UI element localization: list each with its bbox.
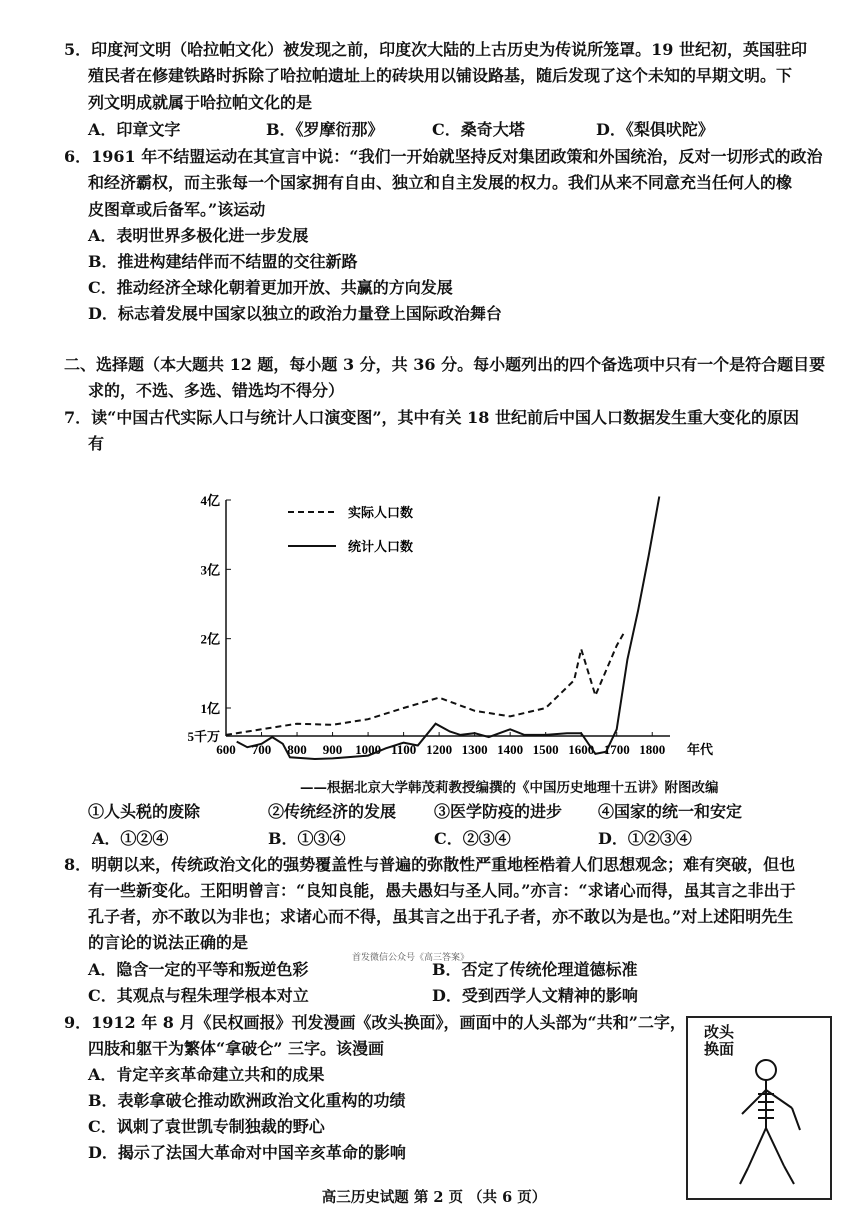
q7-stem-line-1: 7．读“中国古代实际人口与统计人口演变图”，其中有关 18 世纪前后中国人口数据发生重大变化的原因 — [64, 408, 799, 427]
q8-stem-line-2: 有一些新变化。王阳明曾言：“良知良能，愚夫愚妇与圣人同。”亦言：“求诸心而得，虽其言之非出于 — [88, 881, 796, 900]
x-tick-label: 1800 — [639, 742, 666, 757]
chart-source-note: ——根据北京大学韩茂莉教授编撰的《中国历史地理十五讲》附图改编 — [300, 780, 719, 796]
x-tick-label: 700 — [251, 742, 272, 757]
q9-option-c[interactable]: C．讽刺了袁世凯专制独裁的野心 — [88, 1117, 325, 1136]
q5-stem-line-2: 殖民者在修建铁路时拆除了哈拉帕遗址上的砖块用以铺设路基，随后发现了这个未知的早期文明。下 — [88, 66, 793, 85]
x-tick-label: 1700 — [603, 742, 630, 757]
x-tick-label: 1000 — [355, 742, 382, 757]
q7-item-2: ②传统经济的发展 — [268, 802, 397, 821]
q5-stem-line-3: 列文明成就属于哈拉帕文化的是 — [88, 93, 313, 112]
watermark-text: 首发微信公众号《高三答案》 — [352, 953, 470, 963]
q7-option-d[interactable]: D．①②③④ — [598, 829, 692, 848]
q7-item-4: ④国家的统一和安定 — [598, 802, 743, 821]
y-tick-label: 5千万 — [187, 729, 220, 744]
q9-option-a[interactable]: A．肯定辛亥革命建立共和的成果 — [88, 1065, 325, 1084]
y-tick-label: 4亿 — [200, 493, 220, 508]
x-tick-label: 600 — [216, 742, 236, 757]
x-tick-label: 1200 — [426, 742, 453, 757]
cartoon-image — [686, 1016, 832, 1200]
population-chart — [170, 490, 730, 780]
q5-option-b[interactable]: B．《罗摩衍那》 — [266, 120, 384, 139]
cartoon-title: 改头换面 — [704, 1023, 735, 1058]
q9-option-b[interactable]: B．表彰拿破仑推动欧洲政治文化重构的功绩 — [88, 1091, 406, 1110]
q7-stem-line-2: 有 — [88, 434, 105, 453]
q7-item-1: ①人头税的废除 — [88, 802, 201, 821]
series-line-1 — [226, 633, 624, 735]
q8-option-a[interactable]: A．隐含一定的平等和叛逆色彩 — [88, 960, 309, 979]
q8-stem-line-4: 的言论的说法正确的是 — [88, 933, 249, 952]
q7-option-a[interactable]: A．①②④ — [92, 829, 169, 848]
q8-option-d[interactable]: D．受到西学人文精神的影响 — [432, 986, 638, 1005]
legend-label-1: 实际人口数 — [348, 505, 414, 520]
x-tick-label: 1400 — [497, 742, 524, 757]
q5-stem-line-1: 5．印度河文明（哈拉帕文化）被发现之前，印度次大陆的上古历史为传说所笼罩。19 世纪初，英国驻印 — [64, 40, 807, 59]
q5-option-c[interactable]: C．桑奇大塔 — [432, 120, 525, 139]
q8-option-c[interactable]: C．其观点与程朱理学根本对立 — [88, 986, 309, 1005]
q9-option-d[interactable]: D．揭示了法国大革命对中国辛亥革命的影响 — [88, 1143, 406, 1162]
q6-stem-line-1: 6．1961 年不结盟运动在其宣言中说：“我们一开始就坚持反对集团政策和外国统治，反对一切形式的政治 — [64, 147, 823, 166]
q8-option-b[interactable]: B．否定了传统伦理道德标准 — [432, 960, 638, 979]
q8-stem-line-3: 孔子者，亦不敢以为非也；求诸心而不得，虽其言之出于孔子者，亦不敢以为是也。”对上述阳明先生 — [88, 907, 794, 926]
x-tick-label: 1500 — [532, 742, 559, 757]
q7-option-b[interactable]: B．①③④ — [268, 829, 346, 848]
q5-option-d[interactable]: D．《梨俱吠陀》 — [596, 120, 714, 139]
x-tick-label: 1300 — [461, 742, 488, 757]
q8-stem-line-1: 8．明朝以来，传统政治文化的强势覆盖性与普遍的弥散性严重地桎梏着人们思想观念；难有突破，但也 — [64, 855, 796, 874]
q6-option-c[interactable]: C．推动经济全球化朝着更加开放、共赢的方向发展 — [88, 278, 453, 297]
y-tick-label: 1亿 — [200, 701, 220, 716]
y-tick-label: 3亿 — [200, 562, 220, 578]
section-2-heading-line-2: 求的，不选、多选、错选均不得分） — [88, 381, 345, 400]
x-tick-label: 900 — [322, 742, 343, 757]
page-footer: 高三历史试题 第 2 页 （共 6 页） — [321, 1189, 547, 1206]
legend-label-2: 统计人口数 — [348, 539, 414, 554]
q6-option-a[interactable]: A．表明世界多极化进一步发展 — [88, 226, 309, 245]
q9-stem-line-2: 四肢和躯干为繁体“拿破仑” 三字。该漫画 — [88, 1039, 384, 1058]
y-tick-label: 2亿 — [200, 631, 220, 647]
x-tick-label: 1100 — [390, 742, 417, 757]
q6-stem-line-2: 和经济霸权，而主张每一个国家拥有自由、独立和自主发展的权力。我们从来不同意充当任何人的橡 — [88, 173, 793, 192]
series-line-2 — [237, 497, 660, 760]
q7-item-3: ③医学防疫的进步 — [434, 802, 563, 821]
x-tick-label: 800 — [287, 742, 307, 757]
q6-option-b[interactable]: B．推进构建结伴而不结盟的交往新路 — [88, 252, 358, 271]
q5-option-a[interactable]: A．印章文字 — [88, 120, 181, 139]
q6-stem-line-3: 皮图章或后备军。”该运动 — [88, 200, 266, 219]
q9-stem-line-1: 9．1912 年 8 月《民权画报》刊发漫画《改头换面》，画面中的人头部为“共和”二字， — [64, 1013, 686, 1032]
x-axis-label: 年代 — [686, 742, 714, 757]
x-tick-label: 1600 — [568, 742, 595, 757]
q6-option-d[interactable]: D．标志着发展中国家以独立的政治力量登上国际政治舞台 — [88, 304, 502, 323]
section-2-heading: 二、选择题（本大题共 12 题，每小题 3 分，共 36 分。每小题列出的四个备选项中只有一个是符合题目要 — [64, 355, 826, 374]
q7-option-c[interactable]: C．②③④ — [434, 829, 511, 848]
